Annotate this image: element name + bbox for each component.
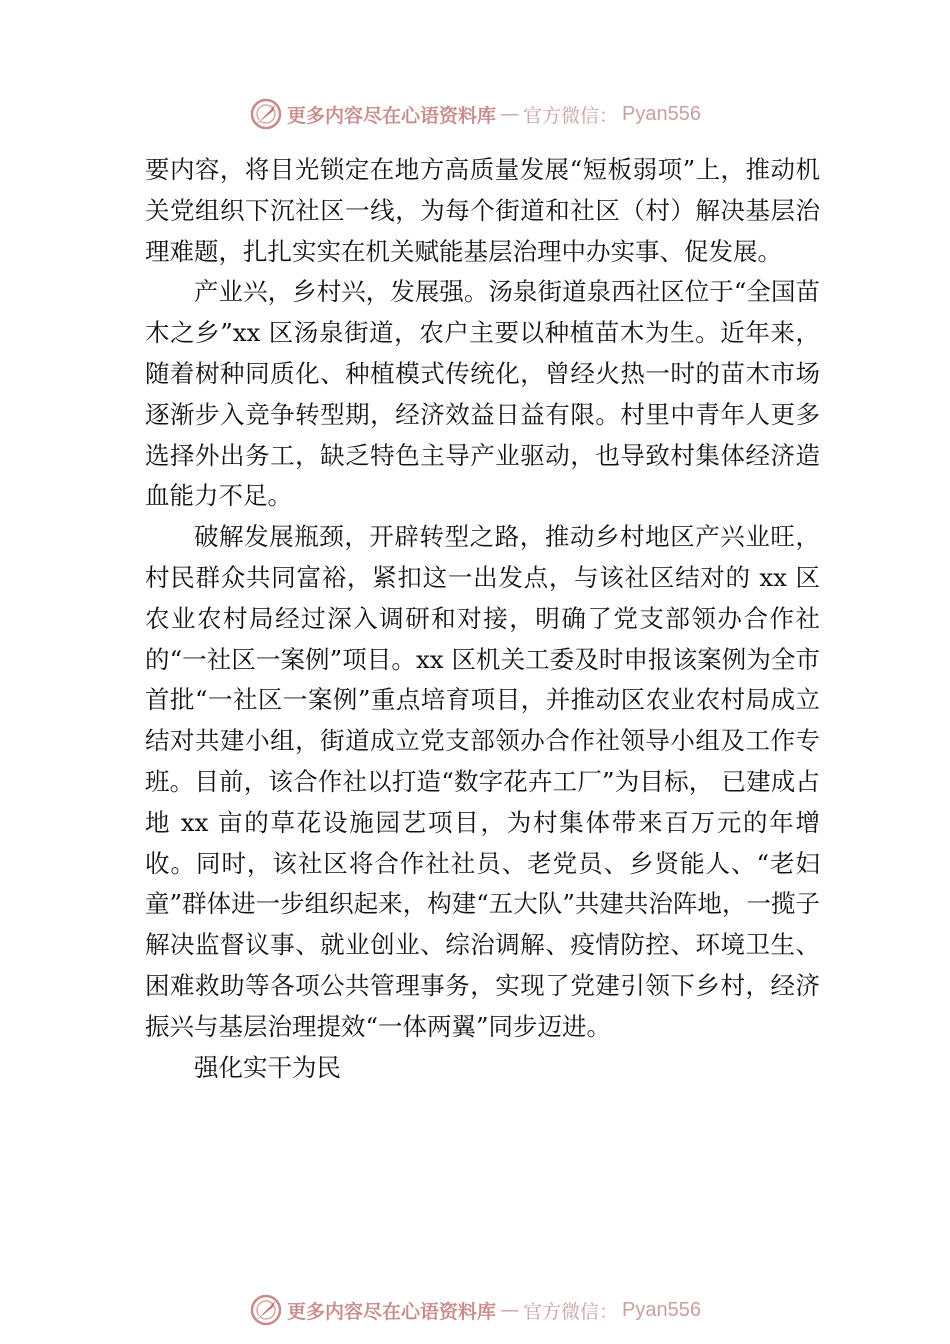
watermark-wechat-label: 官方微信： xyxy=(523,104,619,127)
document-body xyxy=(145,150,820,1088)
header-watermark xyxy=(0,94,950,134)
paragraph-2: 产业兴，乡村兴，发展强。汤泉街道泉西社区位于“全国苗木之乡”xx 区汤泉街道，农户主要以种植苗木为生。近年来，随着树种同质化、种植模式传统化，曾经火热一时的苗木市场逐渐步入竞争转型期，经济效益日益有限。村里中青年人更多选择外出务工，缺乏特色主导产业驱动，也导致村集体经济造血能力不足。 xyxy=(145,277,820,511)
watermark-wechat-id: Pyan556 xyxy=(622,102,701,125)
feather-seal-icon xyxy=(249,97,283,131)
watermark-wechat-id: Pyan556 xyxy=(622,1298,701,1321)
watermark-wechat-label: 官方微信： xyxy=(523,1300,619,1323)
watermark-brand: 更多内容尽在心语资料库 xyxy=(287,1300,497,1323)
watermark-separator: — xyxy=(500,103,520,125)
watermark-separator: — xyxy=(500,1299,520,1321)
paragraph-1: 要内容，将目光锁定在地方高质量发展“短板弱项”上，推动机关党组织下沉社区一线，为每个街道和社区（村）解决基层治理难题，扎扎实实在机关赋能基层治理中办实事、促发展。 xyxy=(145,155,820,266)
watermark-brand: 更多内容尽在心语资料库 xyxy=(287,104,497,127)
paragraph-3: 破解发展瓶颈，开辟转型之路，推动乡村地区产兴业旺，村民群众共同富裕，紧扣这一出发点，与该社区结对的 xx 区农业农村局经过深入调研和对接，明确了党支部领办合作社的“一社区一案例”项目。xx 区机关工委及时申报该案例为全市首批“一社区一案例”重点培育项目，并推动区农业农村局成立结对共建小组，街道成立党支部领办合作社领导小组及工作专班。目前，该合作社以打造“数字花卉工厂”为目标， 已建成占地 xx 亩的草花设施园艺项目，为村集体带来百万元的年增收。同时，该社区将合作社社员、老党员、乡贤能人、“老妇童”群体进一步组织起来，构建“五大队”共建共治阵地，一揽子解决监督议事、就业创业、综治调解、疫情防控、环境卫生、困难救助等各项公共管理事务，实现了党建引领下乡村，经济振兴与基层治理提效“一体两翼”同步迈进。 xyxy=(145,522,820,1041)
feather-seal-icon xyxy=(249,1293,283,1327)
footer-watermark xyxy=(0,1290,950,1330)
section-heading: 强化实干为民 xyxy=(194,1052,341,1082)
